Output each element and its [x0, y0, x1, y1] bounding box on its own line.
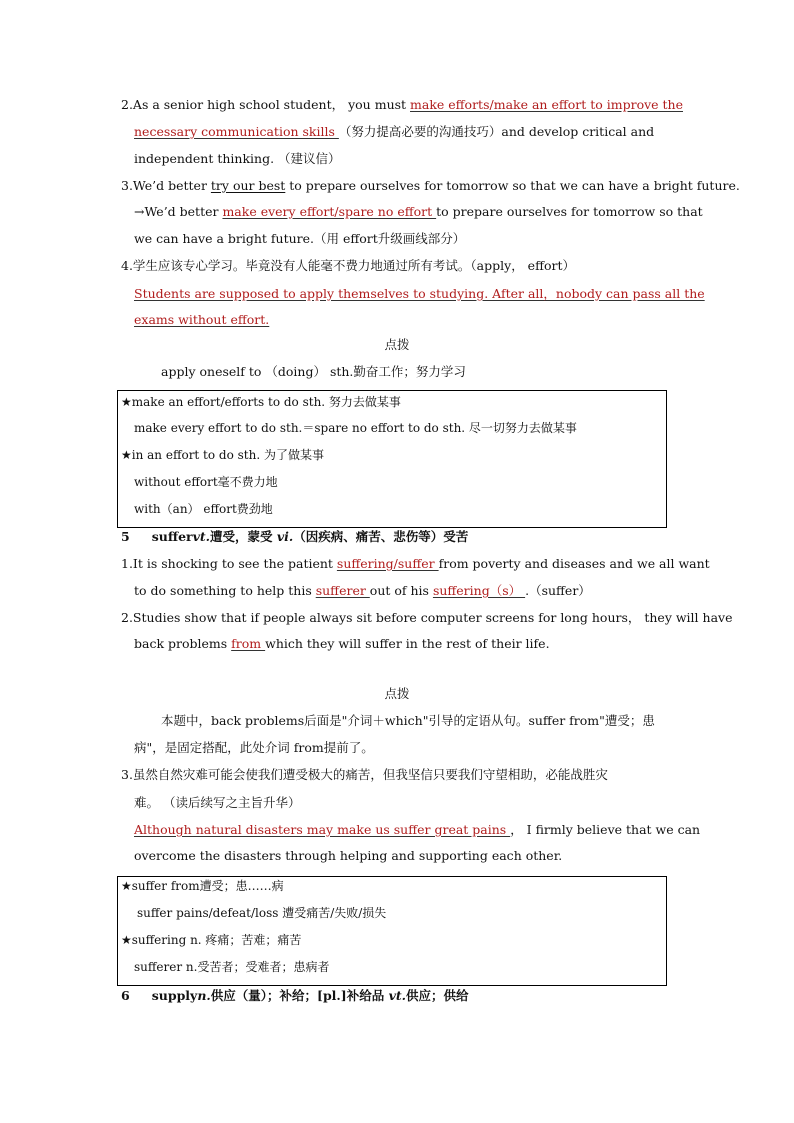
q3-arrow-prefix: →We’d better: [134, 204, 223, 219]
tip1-text: apply oneself to （doing） sth.勤奋工作；努力学习: [161, 364, 466, 379]
part-of-speech: vi.: [276, 529, 294, 544]
q2-line1: [121, 97, 683, 113]
s3-answer: Although natural disasters may make us suffer great pains: [134, 822, 511, 837]
s3-line3: [134, 822, 700, 838]
box1-item: ★in an effort to do sth. 为了做某事: [121, 448, 324, 462]
s1-text: from poverty and diseases and we all want: [438, 556, 710, 571]
s2-line2: [134, 636, 550, 652]
box2-item: sufferer n.受苦者；受难者；患病者: [134, 960, 330, 974]
q2-answer-part1: make efforts/make an effort to improve the: [410, 97, 683, 112]
q4-answer-line2: exams without effort.: [134, 312, 270, 327]
part-of-speech: n.: [197, 988, 211, 1003]
q3-answer: make every effort/spare no effort: [222, 204, 437, 219]
headword: suffer: [151, 529, 193, 544]
section-number: 6: [121, 988, 130, 1003]
part-of-speech: vt.: [388, 988, 406, 1003]
section5-heading: [121, 529, 468, 545]
s1-answer1: suffering/suffer: [336, 556, 439, 571]
tip2-line2: 病"，是固定搭配，此处介词 from提前了。: [134, 740, 374, 755]
s1-text: to do something to help this: [134, 583, 316, 598]
q3-rest: to prepare ourselves for tomorrow so that we can have a bright future.: [285, 178, 740, 193]
box1-item: with（an） effort费劲地: [134, 502, 273, 516]
s3-line4: overcome the disasters through helping and supporting each other.: [134, 848, 563, 863]
q2-middle: （努力提高必要的沟通技巧）and develop critical and: [338, 124, 655, 139]
q2-answer-part2: necessary communication skills: [134, 124, 339, 139]
s3-line1: 3.虽然自然灾难可能会使我们遭受极大的痛苦，但我坚信只要我们守望相助，必能战胜灾: [121, 767, 608, 782]
s1-answer2: sufferer: [315, 583, 370, 598]
meaning: 供应（量）；补给；[pl.]补给品: [210, 988, 389, 1003]
box2-item: ★suffering n. 疼痛；苦难；痛苦: [121, 933, 302, 947]
s1-text: out of his: [369, 583, 433, 598]
s2-answer: from: [231, 636, 266, 651]
headword: supply: [151, 988, 198, 1003]
s1-line2: [134, 583, 591, 599]
meaning: 供应；供给: [405, 988, 469, 1003]
meaning: （因疾病、痛苦、悲伤等）受苦: [293, 529, 469, 544]
q3-prefix: 3.We’d better: [121, 178, 211, 193]
q2-prefix: 2.As a senior high school student， you must: [121, 97, 411, 112]
q2-line2: [134, 124, 654, 140]
box1-item: ★make an effort/efforts to do sth. 努力去做某事: [121, 395, 401, 409]
s1-text: .（suffer）: [525, 583, 591, 598]
q3-line2: [134, 204, 703, 220]
tip2-line1: 本题中，back problems后面是"介词＋which"引导的定语从句。suffer from"遭受；患: [161, 713, 655, 728]
s2-text: back problems: [134, 636, 232, 651]
s1-answer3: suffering（s）: [432, 583, 526, 598]
tip2-title: 点拨: [384, 686, 410, 701]
section-number: 5: [121, 529, 130, 544]
s3-line2: 难。 （读后续写之主旨升华）: [134, 795, 301, 810]
box1-item: without effort毫不费力地: [134, 475, 278, 489]
box2-item: suffer pains/defeat/loss 遭受痛苦/失败/损失: [137, 906, 387, 920]
box2-item: ★suffer from遭受；患……病: [121, 879, 284, 893]
q4-question: 4.学生应该专心学习。毕竟没有人能毫不费力地通过所有考试。（apply， effort）: [121, 258, 575, 273]
q3-arrow-rest: to prepare ourselves for tomorrow so that: [436, 204, 703, 219]
meaning: 遭受，蒙受: [210, 529, 277, 544]
q3-underlined-phrase: try our best: [210, 178, 286, 193]
q3-line3: we can have a bright future.（用 effort升级画线部分）: [134, 231, 466, 246]
section6-heading: [121, 988, 468, 1004]
q3-line1: [121, 178, 740, 194]
tip1-title: 点拨: [384, 337, 410, 352]
q4-answer-line1: Students are supposed to apply themselves to studying. After all，nobody can pass all the: [134, 286, 705, 301]
box1-item: make every effort to do sth.＝spare no effort to do sth. 尽一切努力去做某事: [134, 421, 577, 435]
s3-rest: ， I firmly believe that we can: [510, 822, 701, 837]
s1-line1: [121, 556, 710, 572]
s2-text: which they will suffer in the rest of their life.: [265, 636, 550, 651]
q2-line3: independent thinking. （建议信）: [134, 151, 341, 166]
s1-text: 1.It is shocking to see the patient: [121, 556, 337, 571]
s2-line1: 2.Studies show that if people always sit before computer screens for long hours， they will have: [121, 610, 733, 625]
part-of-speech: vt.: [192, 529, 211, 544]
